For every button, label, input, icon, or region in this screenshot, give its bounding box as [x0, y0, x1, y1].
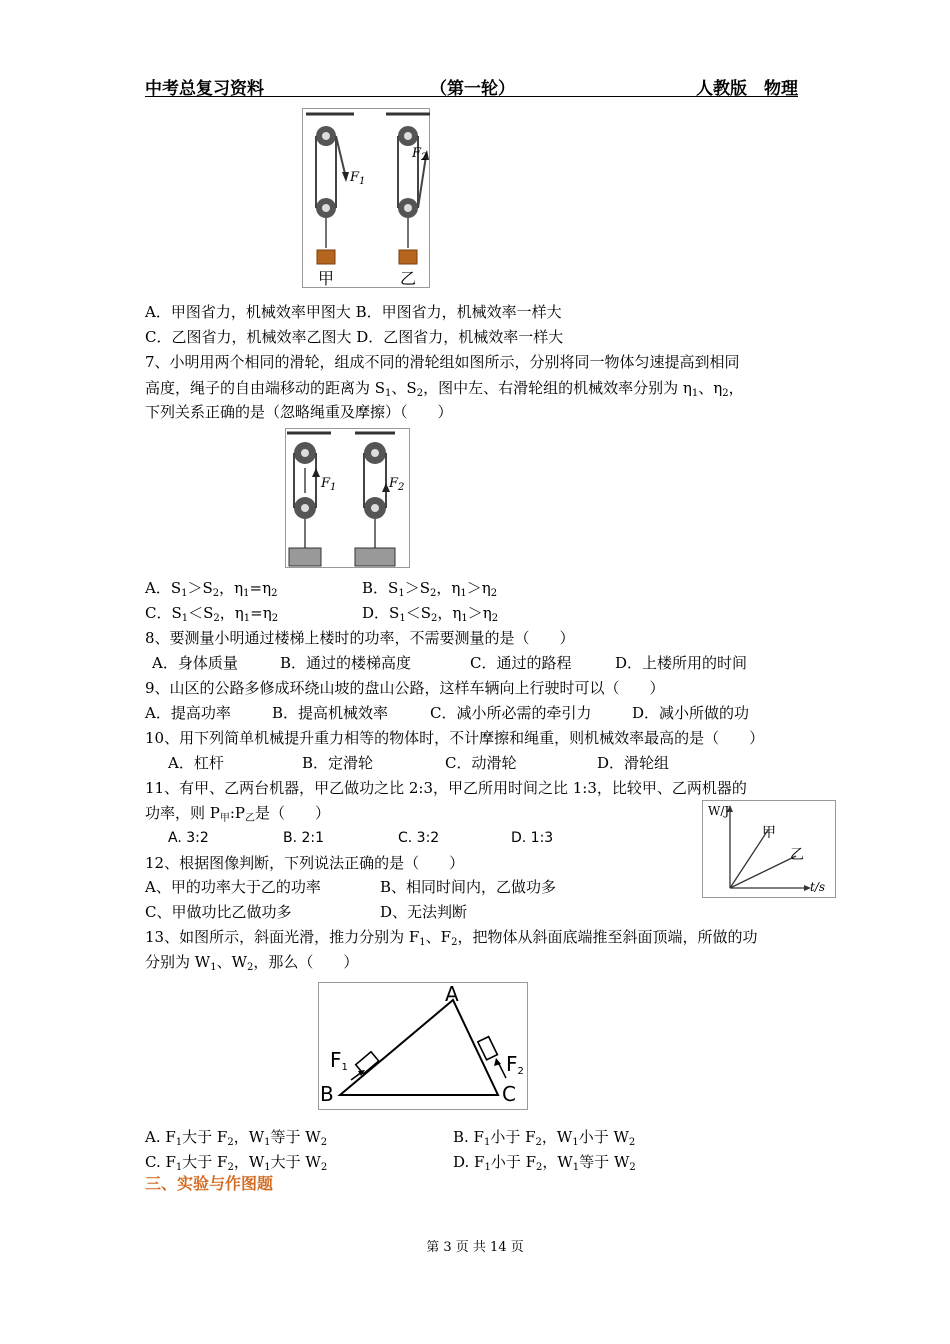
pulley-figure-q7: [285, 428, 410, 568]
q9-stem: 9、山区的公路多修成环绕山坡的盘山公路，这样车辆向上行驶时可以（ ）: [145, 679, 665, 697]
label-f1: $F_1$: [321, 476, 337, 493]
label-jia: 甲: [318, 269, 335, 288]
vertex-a: A: [445, 982, 459, 1006]
label-f1: $F_1$: [330, 1048, 348, 1073]
q9-option-a: A．提高功率: [145, 704, 231, 722]
q13-stem-line1: 13、如图所示，斜面光滑，推力分别为 $F_1$、$F_2$，把物体从斜面底端推至斜面顶端，所做的功: [145, 928, 758, 948]
header-left: 中考总复习资料: [145, 79, 264, 99]
q13-option-a: A. $F_1$大于 $F_2$，$W_1$等于 $W_2$: [145, 1128, 328, 1148]
q13-option-d: D. $F_1$小于 $F_2$，$W_1$等于 $W_2$: [453, 1153, 636, 1173]
q11-option-a: A. 3:2: [168, 830, 209, 846]
q11-stem-line2: 功率，则 $P_甲:P_乙$是（ ）: [145, 804, 331, 824]
header-right: 人教版 物理: [696, 79, 798, 99]
q9-option-b: B．提高机械效率: [272, 704, 389, 722]
q7-stem-line3: 下列关系正确的是（忽略绳重及摩擦）（ ）: [145, 403, 453, 421]
q10-option-a: A．杠杆: [168, 754, 224, 772]
pulley-figure-q6: [302, 108, 430, 288]
q6-options-cd: C．乙图省力，机械效率乙图大 D．乙图省力，机械效率一样大: [145, 328, 564, 346]
label-yi: 乙: [400, 269, 417, 288]
q11-option-b: B. 2:1: [283, 830, 325, 846]
work-time-graph: [702, 800, 836, 898]
q7-stem-line1: 7、小明用两个相同的滑轮，组成不同的滑轮组如图所示，分别将同一物体匀速提高到相同: [145, 353, 740, 371]
graph-y-label: W/J: [708, 804, 730, 818]
header-center: （第一轮）: [430, 79, 515, 99]
q10-option-b: B．定滑轮: [302, 754, 374, 772]
q8-option-d: D．上楼所用的时间: [615, 654, 748, 672]
q7-stem-line2: 高度，绳子的自由端移动的距离为 $S_1$、$S_2$，图中左、右滑轮组的机械效率分别为 $\eta_1$、$\eta_2$，: [145, 379, 744, 399]
section-heading: 三、实验与作图题: [145, 1174, 274, 1193]
q7-option-d: D．$S_1<S_2$，$\eta_1>\eta_2$: [362, 604, 499, 624]
q13-stem-line2: 分别为 $W_1$、$W_2$，那么（ ）: [145, 953, 359, 973]
label-f1: $F_1$: [350, 170, 366, 187]
q9-option-d: D．减小所做的功: [632, 704, 750, 722]
vertex-b: B: [320, 1082, 334, 1106]
q13-option-c: C. $F_1$大于 $F_2$，$W_1$大于 $W_2$: [145, 1153, 328, 1173]
q12-option-b: B、相同时间内，乙做功多: [380, 878, 557, 896]
graph-line-jia: 甲: [762, 825, 776, 841]
q9-option-c: C．减小所必需的牵引力: [430, 704, 592, 722]
q10-option-c: C．动滑轮: [445, 754, 517, 772]
page-footer: 第 3 页 共 14 页: [426, 1240, 524, 1255]
label-f2: $F_2$: [412, 146, 428, 163]
label-f2: $F_2$: [506, 1052, 524, 1077]
q6-options-ab: A．甲图省力，机械效率甲图大 B．甲图省力，机械效率一样大: [145, 303, 562, 321]
q12-option-d: D、无法判断: [380, 903, 468, 921]
q10-stem: 10、用下列简单机械提升重力相等的物体时，不计摩擦和绳重，则机械效率最高的是（ ）: [145, 729, 765, 747]
q11-stem-line1: 11、有甲、乙两台机器，甲乙做功之比 2:3，甲乙所用时间之比 1:3，比较甲、乙两机器的: [145, 779, 747, 797]
q8-option-c: C．通过的路程: [470, 654, 572, 672]
graph-line-yi: 乙: [790, 847, 804, 863]
q8-option-b: B．通过的楼梯高度: [280, 654, 412, 672]
q12-option-c: C、甲做功比乙做功多: [145, 903, 292, 921]
q13-option-b: B. $F_1$小于 $F_2$，$W_1$小于 $W_2$: [453, 1128, 636, 1148]
q11-option-d: D. 1:3: [511, 830, 554, 846]
q7-option-c: C．$S_1<S_2$，$\eta_1=\eta_2$: [145, 604, 279, 624]
vertex-c: C: [502, 1082, 516, 1106]
q7-option-b: B．$S_1>S_2$，$\eta_1>\eta_2$: [362, 579, 498, 599]
q8-stem: 8、要测量小明通过楼梯上楼时的功率，不需要测量的是（ ）: [145, 629, 575, 647]
q12-option-a: A、甲的功率大于乙的功率: [145, 878, 321, 896]
label-f2: $F_2$: [389, 476, 405, 493]
incline-figure: [318, 982, 528, 1110]
q12-stem: 12、根据图像判断，下列说法正确的是（ ）: [145, 854, 465, 872]
q10-option-d: D．滑轮组: [597, 754, 670, 772]
q7-option-a: A．$S_1>S_2$，$\eta_1=\eta_2$: [145, 579, 278, 599]
q11-option-c: C. 3:2: [398, 830, 440, 846]
page-header: [145, 72, 798, 97]
graph-x-label: t/s: [810, 880, 826, 894]
q8-option-a: A．身体质量: [152, 654, 238, 672]
